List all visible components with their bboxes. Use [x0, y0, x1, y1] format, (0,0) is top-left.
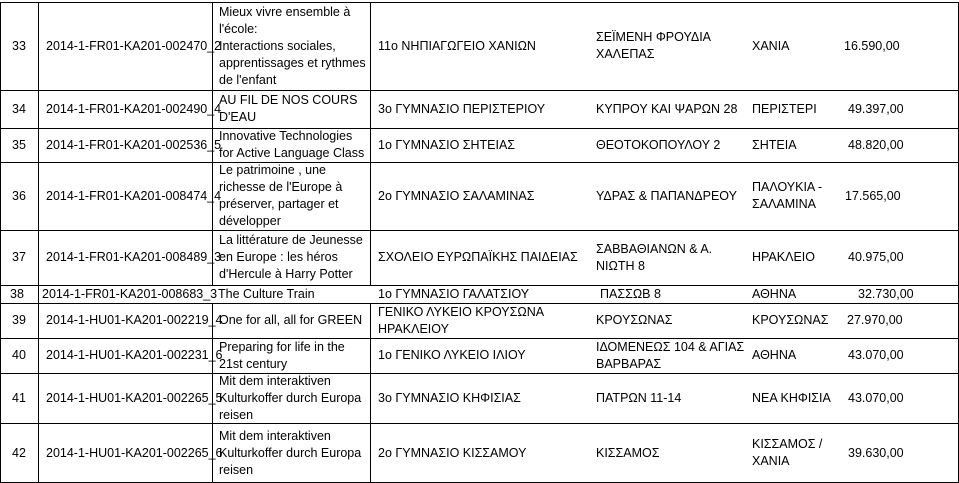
project-code: 2014-1-HU01-KA201-002219_4	[46, 313, 223, 327]
school-city: ΚΙΣΣΑΜΟΣ /	[752, 437, 823, 451]
school-address: ΠΑΤΡΩΝ 11-14	[596, 390, 682, 405]
school-name: 11ο ΝΗΠΙΑΓΩΓΕΙΟ ΧΑΝΙΩΝ	[378, 38, 536, 53]
grant-amount: 48.820,00	[848, 137, 904, 152]
project-title: AU FIL DE NOS COURS	[219, 93, 358, 107]
grant-amount: 17.565,00	[845, 188, 901, 203]
grid-line	[0, 2, 959, 3]
row-number: 36	[12, 188, 26, 203]
project-code: 2014-1-FR01-KA201-008489_3	[46, 250, 222, 264]
project-title: Interactions sociales,	[219, 38, 336, 53]
school-address: ΙΔΟΜΕΝΕΩΣ 104 & ΑΓΙΑΣ	[596, 339, 745, 354]
school-address: ΣΑΒΒΑΘΙΑΝΩΝ & Α.	[596, 241, 713, 256]
project-title: Innovative Technologies	[219, 129, 353, 143]
grid-line	[0, 338, 959, 339]
school-city: ΝΕΑ ΚΗΦΙΣΙΑ	[752, 390, 831, 405]
project-title: d'Hercule à Harry Potter	[219, 267, 353, 281]
project-code: 2014-1-FR01-KA201-002470_2	[46, 38, 222, 53]
grid-line	[0, 373, 959, 374]
school-city: ΣΑΛΑΜΙΝΑ	[752, 197, 817, 211]
project-code: 2014-1-FR01-KA201-008683_3	[42, 286, 218, 301]
grant-amount: 40.975,00	[848, 250, 904, 264]
project-title: La littérature de Jeunesse	[219, 233, 363, 247]
project-code: 2014-1-HU01-KA201-002265_5	[46, 390, 223, 405]
project-title: Mit dem interaktiven	[219, 373, 331, 388]
grid-line	[0, 2, 1, 285]
school-address: ΒΑΡΒΑΡΑΣ	[596, 356, 662, 371]
project-title: en Europe : les héros	[219, 250, 338, 264]
school-name: ΓΕΝΙΚΟ ΛΥΚΕΙΟ ΚΡΟΥΣΩΝΑ	[378, 304, 545, 319]
project-title: Mieux vivre ensemble à	[219, 4, 351, 19]
project-title: Kulturkoffer durch Europa	[219, 445, 362, 460]
school-name: 1ο ΓΕΝΙΚΟ ΛΥΚΕΙΟ ΙΛΙΟΥ	[378, 348, 526, 362]
project-code: 2014-1-HU01-KA201-002265_6	[46, 445, 223, 460]
project-title: richesse de l'Europe à	[219, 180, 343, 194]
project-title: Preparing for life in the	[219, 339, 345, 354]
row-number: 42	[12, 445, 26, 460]
grid-line	[370, 2, 371, 285]
school-address: ΚΥΠΡΟΥ ΚΑΙ ΨΑΡΩΝ 28	[596, 101, 738, 116]
school-city: ΧΑΝΙΑ	[752, 454, 790, 468]
school-city: ΠΑΛΟΥΚΙΑ -	[752, 180, 823, 194]
row-number: 40	[12, 348, 26, 362]
grant-amount: 32.730,00	[858, 286, 914, 301]
school-address: ΚΡΟΥΣΩΝΑΣ	[596, 313, 673, 327]
row-number: 35	[12, 137, 26, 152]
grid-line	[0, 128, 959, 129]
project-code: 2014-1-FR01-KA201-002536_5	[46, 137, 222, 152]
grid-line	[0, 423, 959, 424]
school-name: ΣΧΟΛΕΙΟ ΕΥΡΩΠΑΪΚΗΣ ΠΑΙΔΕΙΑΣ	[378, 250, 578, 264]
project-title: D'EAU	[219, 110, 257, 124]
grid-line	[0, 285, 1, 483]
grant-amount: 39.630,00	[848, 445, 904, 460]
project-title: apprentissages et rythmes	[219, 55, 366, 70]
school-address: ΥΔΡΑΣ & ΠΑΠΑΝΔΡΕΟΥ	[596, 188, 737, 203]
grid-line	[0, 90, 959, 91]
project-code: 2014-1-FR01-KA201-002490_4	[46, 101, 222, 116]
school-city: ΑΘΗΝΑ	[752, 348, 797, 362]
school-name: ΗΡΑΚΛΕΙΟΥ	[378, 321, 449, 336]
school-address: ΝΙΩΤΗ 8	[596, 258, 645, 273]
grid-line	[0, 162, 959, 163]
row-number: 33	[12, 38, 26, 53]
school-city: ΠΕΡΙΣΤΕΡΙ	[752, 101, 817, 116]
school-name: 2ο ΓΥΜΝΑΣΙΟ ΣΑΛΑΜΙΝΑΣ	[378, 188, 535, 203]
school-city: ΚΡΟΥΣΩΝΑΣ	[752, 313, 829, 327]
project-title: for Active Language Class	[219, 146, 365, 160]
row-number: 34	[12, 101, 26, 116]
project-title: développer	[219, 214, 281, 228]
project-code: 2014-1-FR01-KA201-008474_4	[46, 188, 222, 203]
school-address: ΧΑΛΕΠΑΣ	[596, 47, 655, 61]
project-title: préserver, partager et	[219, 197, 339, 211]
grant-amount: 16.590,00	[844, 38, 900, 53]
school-name: 3ο ΓΥΜΝΑΣΙΟ ΠΕΡΙΣΤΕΡΙΟΥ	[378, 101, 546, 116]
school-city: ΧΑΝΙΑ	[752, 38, 790, 53]
project-title: reisen	[219, 462, 254, 477]
project-title: Mit dem interaktiven	[219, 428, 331, 443]
grid-line	[370, 303, 371, 483]
row-number: 37	[12, 250, 26, 264]
grid-line	[0, 230, 959, 231]
grant-amount: 43.070,00	[848, 390, 904, 405]
grant-amount: 49.397,00	[848, 101, 904, 116]
project-title: Kulturkoffer durch Europa	[219, 390, 362, 405]
school-name: 3ο ΓΥΜΝΑΣΙΟ ΚΗΦΙΣΙΑΣ	[378, 390, 521, 405]
project-title: Le patrimoine , une	[219, 163, 327, 177]
school-address: ΚΙΣΣΑΜΟΣ	[596, 445, 660, 460]
project-title: One for all, all for GREEN	[219, 313, 363, 327]
project-title: l'école:	[219, 21, 258, 36]
school-address: ΠΑΣΣΩΒ 8	[600, 286, 661, 301]
project-title: reisen	[219, 407, 254, 422]
school-address: ΣΕΪΜΕΝΗ ΦΡΟΥΔΙΑ	[596, 30, 712, 44]
school-city: ΑΘΗΝΑ	[752, 286, 797, 301]
school-name: 1ο ΓΥΜΝΑΣΙΟ ΣΗΤΕΙΑΣ	[378, 137, 516, 152]
school-address: ΘΕΟΤΟΚΟΠΟΥΛΟΥ 2	[596, 137, 721, 152]
grid-line	[38, 2, 39, 285]
row-number: 41	[12, 390, 26, 405]
row-number: 38	[10, 286, 24, 301]
project-title: de l'enfant	[219, 72, 277, 87]
school-city: ΣΗΤΕΙΑ	[752, 137, 797, 152]
project-title: The Culture Train	[218, 286, 315, 301]
project-title: 21st century	[219, 356, 288, 371]
grant-amount: 27.970,00	[847, 313, 903, 327]
school-name: 2ο ΓΥΜΝΑΣΙΟ ΚΙΣΣΑΜΟΥ	[378, 445, 527, 460]
grant-amount: 43.070,00	[848, 348, 904, 362]
school-name: 1ο ΓΥΜΝΑΣΙΟ ΓΑΛΑΤΣΙΟΥ	[378, 286, 530, 301]
school-city: ΗΡΑΚΛΕΙΟ	[752, 250, 815, 264]
project-code: 2014-1-HU01-KA201-002231_6	[46, 348, 223, 362]
grid-line	[38, 285, 39, 483]
row-number: 39	[12, 313, 26, 327]
